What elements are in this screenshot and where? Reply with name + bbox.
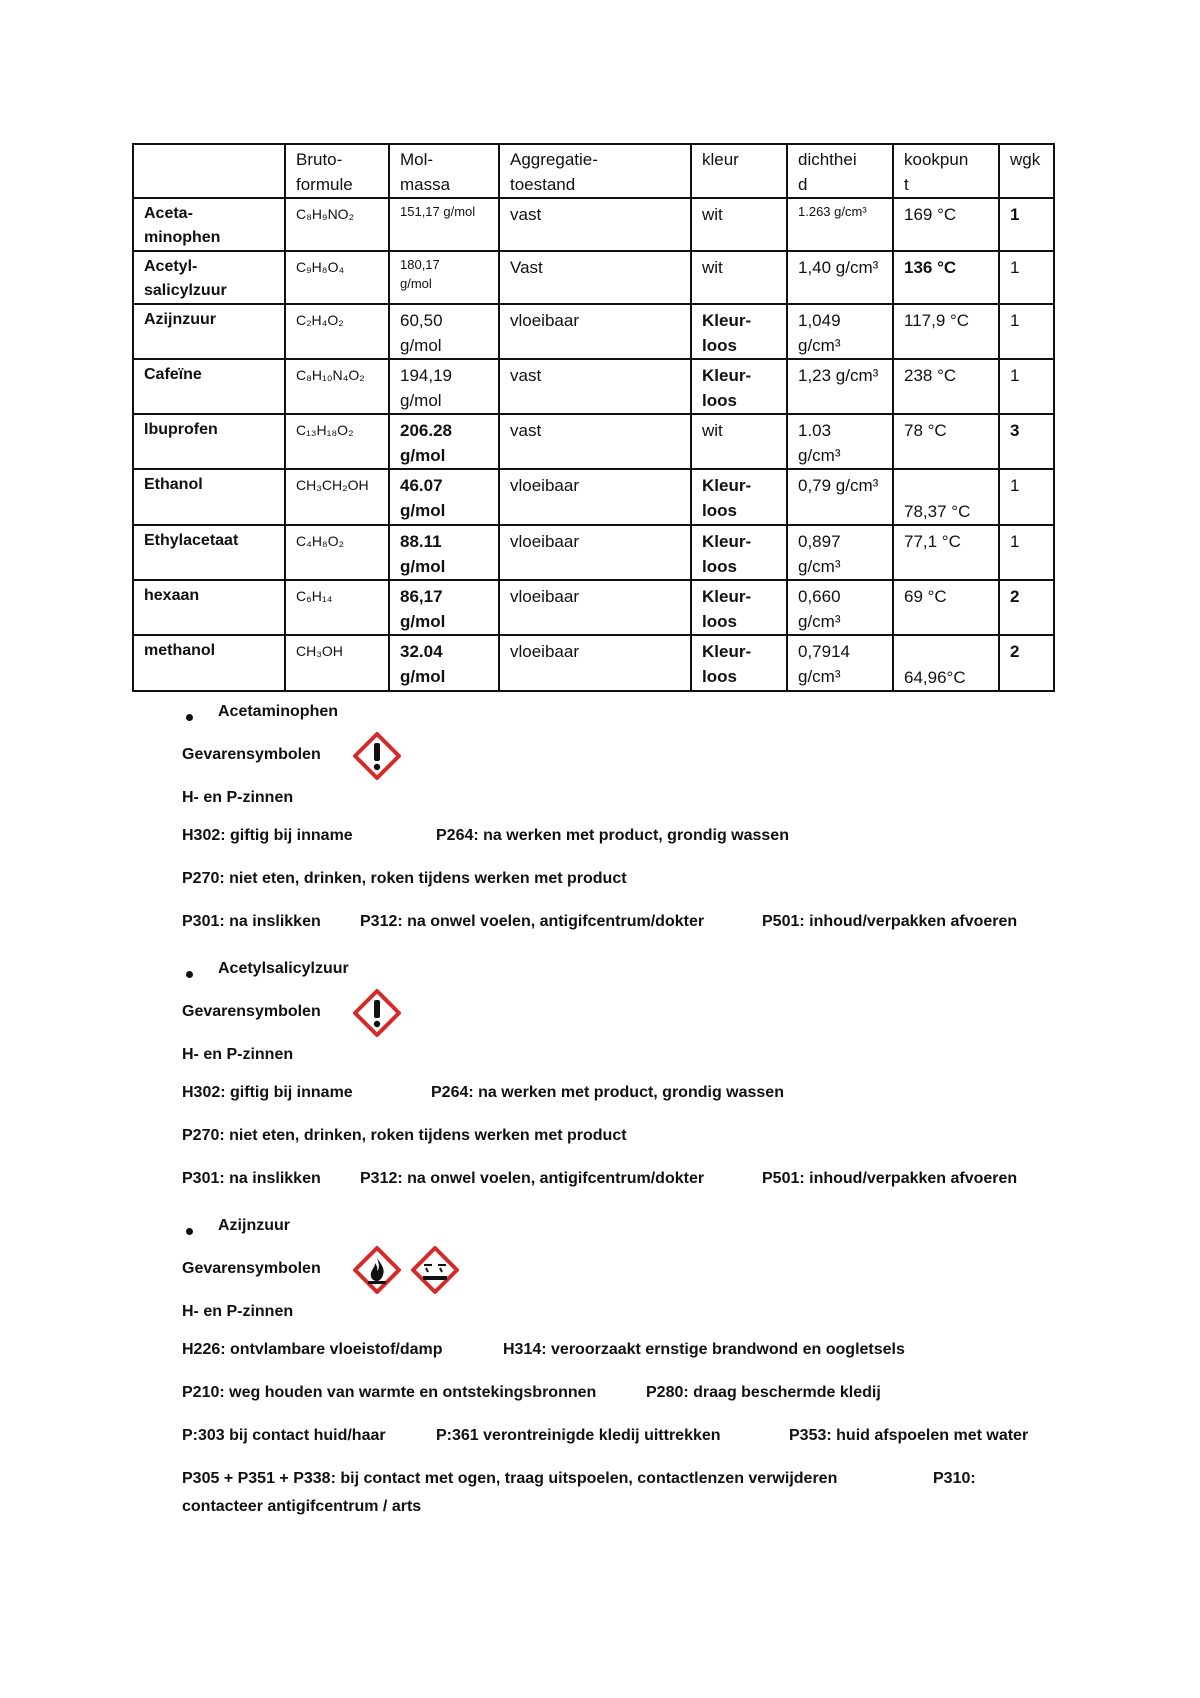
hazard-phrase: P305 + P351 + P338: bij contact met ogen, traag uitspoelen, contactlenzen verwijderen [182, 1470, 838, 1487]
row-formula: C₈H₉NO₂ [285, 198, 389, 251]
header-cell-empty [133, 144, 285, 198]
hazard-phrase: P312: na onwel voelen, antigifcentrum/dokter [360, 1170, 705, 1187]
row-dichtheid: 1.03 g/cm³ [787, 414, 893, 469]
bullet-icon [186, 971, 193, 978]
row-formula: C₂H₄O₂ [285, 304, 389, 359]
hazard-symbols-label: Gevarensymbolen [182, 1260, 321, 1277]
row-mol-massa: 88.11 g/mol [389, 525, 499, 580]
exclamation-icon [352, 988, 402, 1038]
row-name: Ibuprofen [133, 414, 285, 469]
row-aggregatietoestand: vloeibaar [499, 304, 691, 359]
hazard-phrase: P312: na onwel voelen, antigifcentrum/dokter [360, 913, 705, 930]
hazard-symbols-label: Gevarensymbolen [182, 746, 321, 763]
row-kleur: Kleur- loos [691, 580, 787, 635]
bullet-icon [186, 1228, 193, 1235]
exclamation-icon [352, 731, 402, 781]
row-formula: C₉H₈O₄ [285, 251, 389, 304]
hazard-phrase: P310: [933, 1470, 976, 1487]
h-p-phrases-label: H- en P-zinnen [182, 1303, 294, 1320]
row-kookpunt: 77,1 °C [893, 525, 999, 580]
bullet-icon [186, 714, 193, 721]
row-name: methanol [133, 635, 285, 691]
hazard-phrase: P353: huid afspoelen met water [789, 1427, 1029, 1444]
row-kleur: wit [691, 414, 787, 469]
row-aggregatietoestand: Vast [499, 251, 691, 304]
section-title: Azijnzuur [218, 1217, 290, 1234]
row-wgk: 1 [999, 251, 1054, 304]
row-aggregatietoestand: vloeibaar [499, 469, 691, 525]
hazard-phrase: H226: ontvlambare vloeistof/damp [182, 1341, 443, 1358]
hazard-phrase: P301: na inslikken [182, 913, 321, 930]
corrosion-icon [410, 1245, 460, 1295]
row-dichtheid: 0,7914 g/cm³ [787, 635, 893, 691]
header-bruto-formule: Bruto- formule [285, 144, 389, 198]
row-wgk: 1 [999, 525, 1054, 580]
table-row [133, 251, 1054, 304]
table-row [133, 580, 1054, 635]
hazard-phrase: P210: weg houden van warmte en ontstekingsbronnen [182, 1384, 597, 1401]
row-dichtheid: 0,660 g/cm³ [787, 580, 893, 635]
row-dichtheid: 1,40 g/cm³ [787, 251, 893, 304]
row-aggregatietoestand: vast [499, 198, 691, 251]
row-kleur: Kleur- loos [691, 469, 787, 525]
row-wgk: 2 [999, 635, 1054, 691]
table-row [133, 414, 1054, 469]
h-p-phrases-label: H- en P-zinnen [182, 789, 294, 806]
hazard-phrase: H302: giftig bij inname [182, 1084, 353, 1101]
header-wgk: wgk [999, 144, 1054, 198]
hazard-phrase: H314: veroorzaakt ernstige brandwond en oogletsels [503, 1341, 905, 1358]
row-formula: CH₃CH₂OH [285, 469, 389, 525]
row-dichtheid: 0,79 g/cm³ [787, 469, 893, 525]
hazard-phrase: P501: inhoud/verpakken afvoeren [762, 1170, 1018, 1187]
row-formula: C₆H₁₄ [285, 580, 389, 635]
row-dichtheid: 1,049 g/cm³ [787, 304, 893, 359]
row-wgk: 1 [999, 469, 1054, 525]
section-title: Acetaminophen [218, 703, 339, 720]
row-kookpunt: 64,96°C [893, 635, 999, 691]
row-mol-massa: 151,17 g/mol [389, 198, 499, 251]
hazard-phrase: P:361 verontreinigde kledij uittrekken [436, 1427, 721, 1444]
row-wgk: 1 [999, 198, 1054, 251]
row-dichtheid: 1,23 g/cm³ [787, 359, 893, 414]
h-p-phrases-label: H- en P-zinnen [182, 1046, 294, 1063]
flame-icon [352, 1245, 402, 1295]
hazard-phrase: P501: inhoud/verpakken afvoeren [762, 913, 1018, 930]
row-aggregatietoestand: vast [499, 359, 691, 414]
row-aggregatietoestand: vloeibaar [499, 525, 691, 580]
table-header-row [133, 144, 1054, 198]
row-formula: C₁₃H₁₈O₂ [285, 414, 389, 469]
row-kleur: Kleur- loos [691, 304, 787, 359]
header-dichtheid: dichthei d [787, 144, 893, 198]
row-kleur: wit [691, 251, 787, 304]
row-kookpunt: 169 °C [893, 198, 999, 251]
row-mol-massa: 86,17 g/mol [389, 580, 499, 635]
row-mol-massa: 194,19 g/mol [389, 359, 499, 414]
row-dichtheid: 0,897 g/cm³ [787, 525, 893, 580]
row-mol-massa: 60,50 g/mol [389, 304, 499, 359]
row-kleur: Kleur- loos [691, 635, 787, 691]
row-wgk: 2 [999, 580, 1054, 635]
row-name: Aceta- minophen [133, 198, 285, 251]
hazard-phrase: P264: na werken met product, grondig wassen [436, 827, 789, 844]
row-dichtheid: 1.263 g/cm³ [787, 198, 893, 251]
row-mol-massa: 206.28 g/mol [389, 414, 499, 469]
row-wgk: 3 [999, 414, 1054, 469]
hazard-phrase: H302: giftig bij inname [182, 827, 353, 844]
table-row [133, 525, 1054, 580]
row-name: Azijnzuur [133, 304, 285, 359]
row-kookpunt: 117,9 °C [893, 304, 999, 359]
row-name: Acetyl- salicylzuur [133, 251, 285, 304]
hazard-phrase: P270: niet eten, drinken, roken tijdens werken met product [182, 1127, 627, 1144]
hazard-symbols-label: Gevarensymbolen [182, 1003, 321, 1020]
header-kleur: kleur [691, 144, 787, 198]
row-mol-massa: 46.07 g/mol [389, 469, 499, 525]
row-kleur: Kleur- loos [691, 359, 787, 414]
header-aggregatietoestand: Aggregatie- toestand [499, 144, 691, 198]
row-mol-massa: 180,17 g/mol [389, 251, 499, 304]
section-title: Acetylsalicylzuur [218, 960, 349, 977]
row-wgk: 1 [999, 359, 1054, 414]
table-row [133, 304, 1054, 359]
row-kleur: wit [691, 198, 787, 251]
row-name: Ethanol [133, 469, 285, 525]
hazard-phrase: contacteer antigifcentrum / arts [182, 1498, 422, 1515]
row-kookpunt: 136 °C [893, 251, 999, 304]
row-kleur: Kleur- loos [691, 525, 787, 580]
row-name: Cafeïne [133, 359, 285, 414]
row-aggregatietoestand: vloeibaar [499, 580, 691, 635]
table-row [133, 469, 1054, 525]
hazard-phrase: P270: niet eten, drinken, roken tijdens werken met product [182, 870, 627, 887]
row-kookpunt: 238 °C [893, 359, 999, 414]
header-kookpunt: kookpun t [893, 144, 999, 198]
header-mol-massa: Mol- massa [389, 144, 499, 198]
table-row [133, 635, 1054, 691]
row-kookpunt: 69 °C [893, 580, 999, 635]
hazard-phrase: P280: draag beschermde kledij [646, 1384, 881, 1401]
row-mol-massa: 32.04 g/mol [389, 635, 499, 691]
hazard-phrase: P301: na inslikken [182, 1170, 321, 1187]
row-aggregatietoestand: vast [499, 414, 691, 469]
table-row [133, 359, 1054, 414]
properties-table [132, 143, 1055, 692]
row-formula: CH₃OH [285, 635, 389, 691]
row-formula: C₄H₈O₂ [285, 525, 389, 580]
row-name: hexaan [133, 580, 285, 635]
hazard-phrase: P264: na werken met product, grondig wassen [431, 1084, 784, 1101]
row-name: Ethylacetaat [133, 525, 285, 580]
row-kookpunt: 78,37 °C [893, 469, 999, 525]
row-formula: C₈H₁₀N₄O₂ [285, 359, 389, 414]
table-row [133, 198, 1054, 251]
hazard-phrase: P:303 bij contact huid/haar [182, 1427, 386, 1444]
row-aggregatietoestand: vloeibaar [499, 635, 691, 691]
row-kookpunt: 78 °C [893, 414, 999, 469]
row-wgk: 1 [999, 304, 1054, 359]
